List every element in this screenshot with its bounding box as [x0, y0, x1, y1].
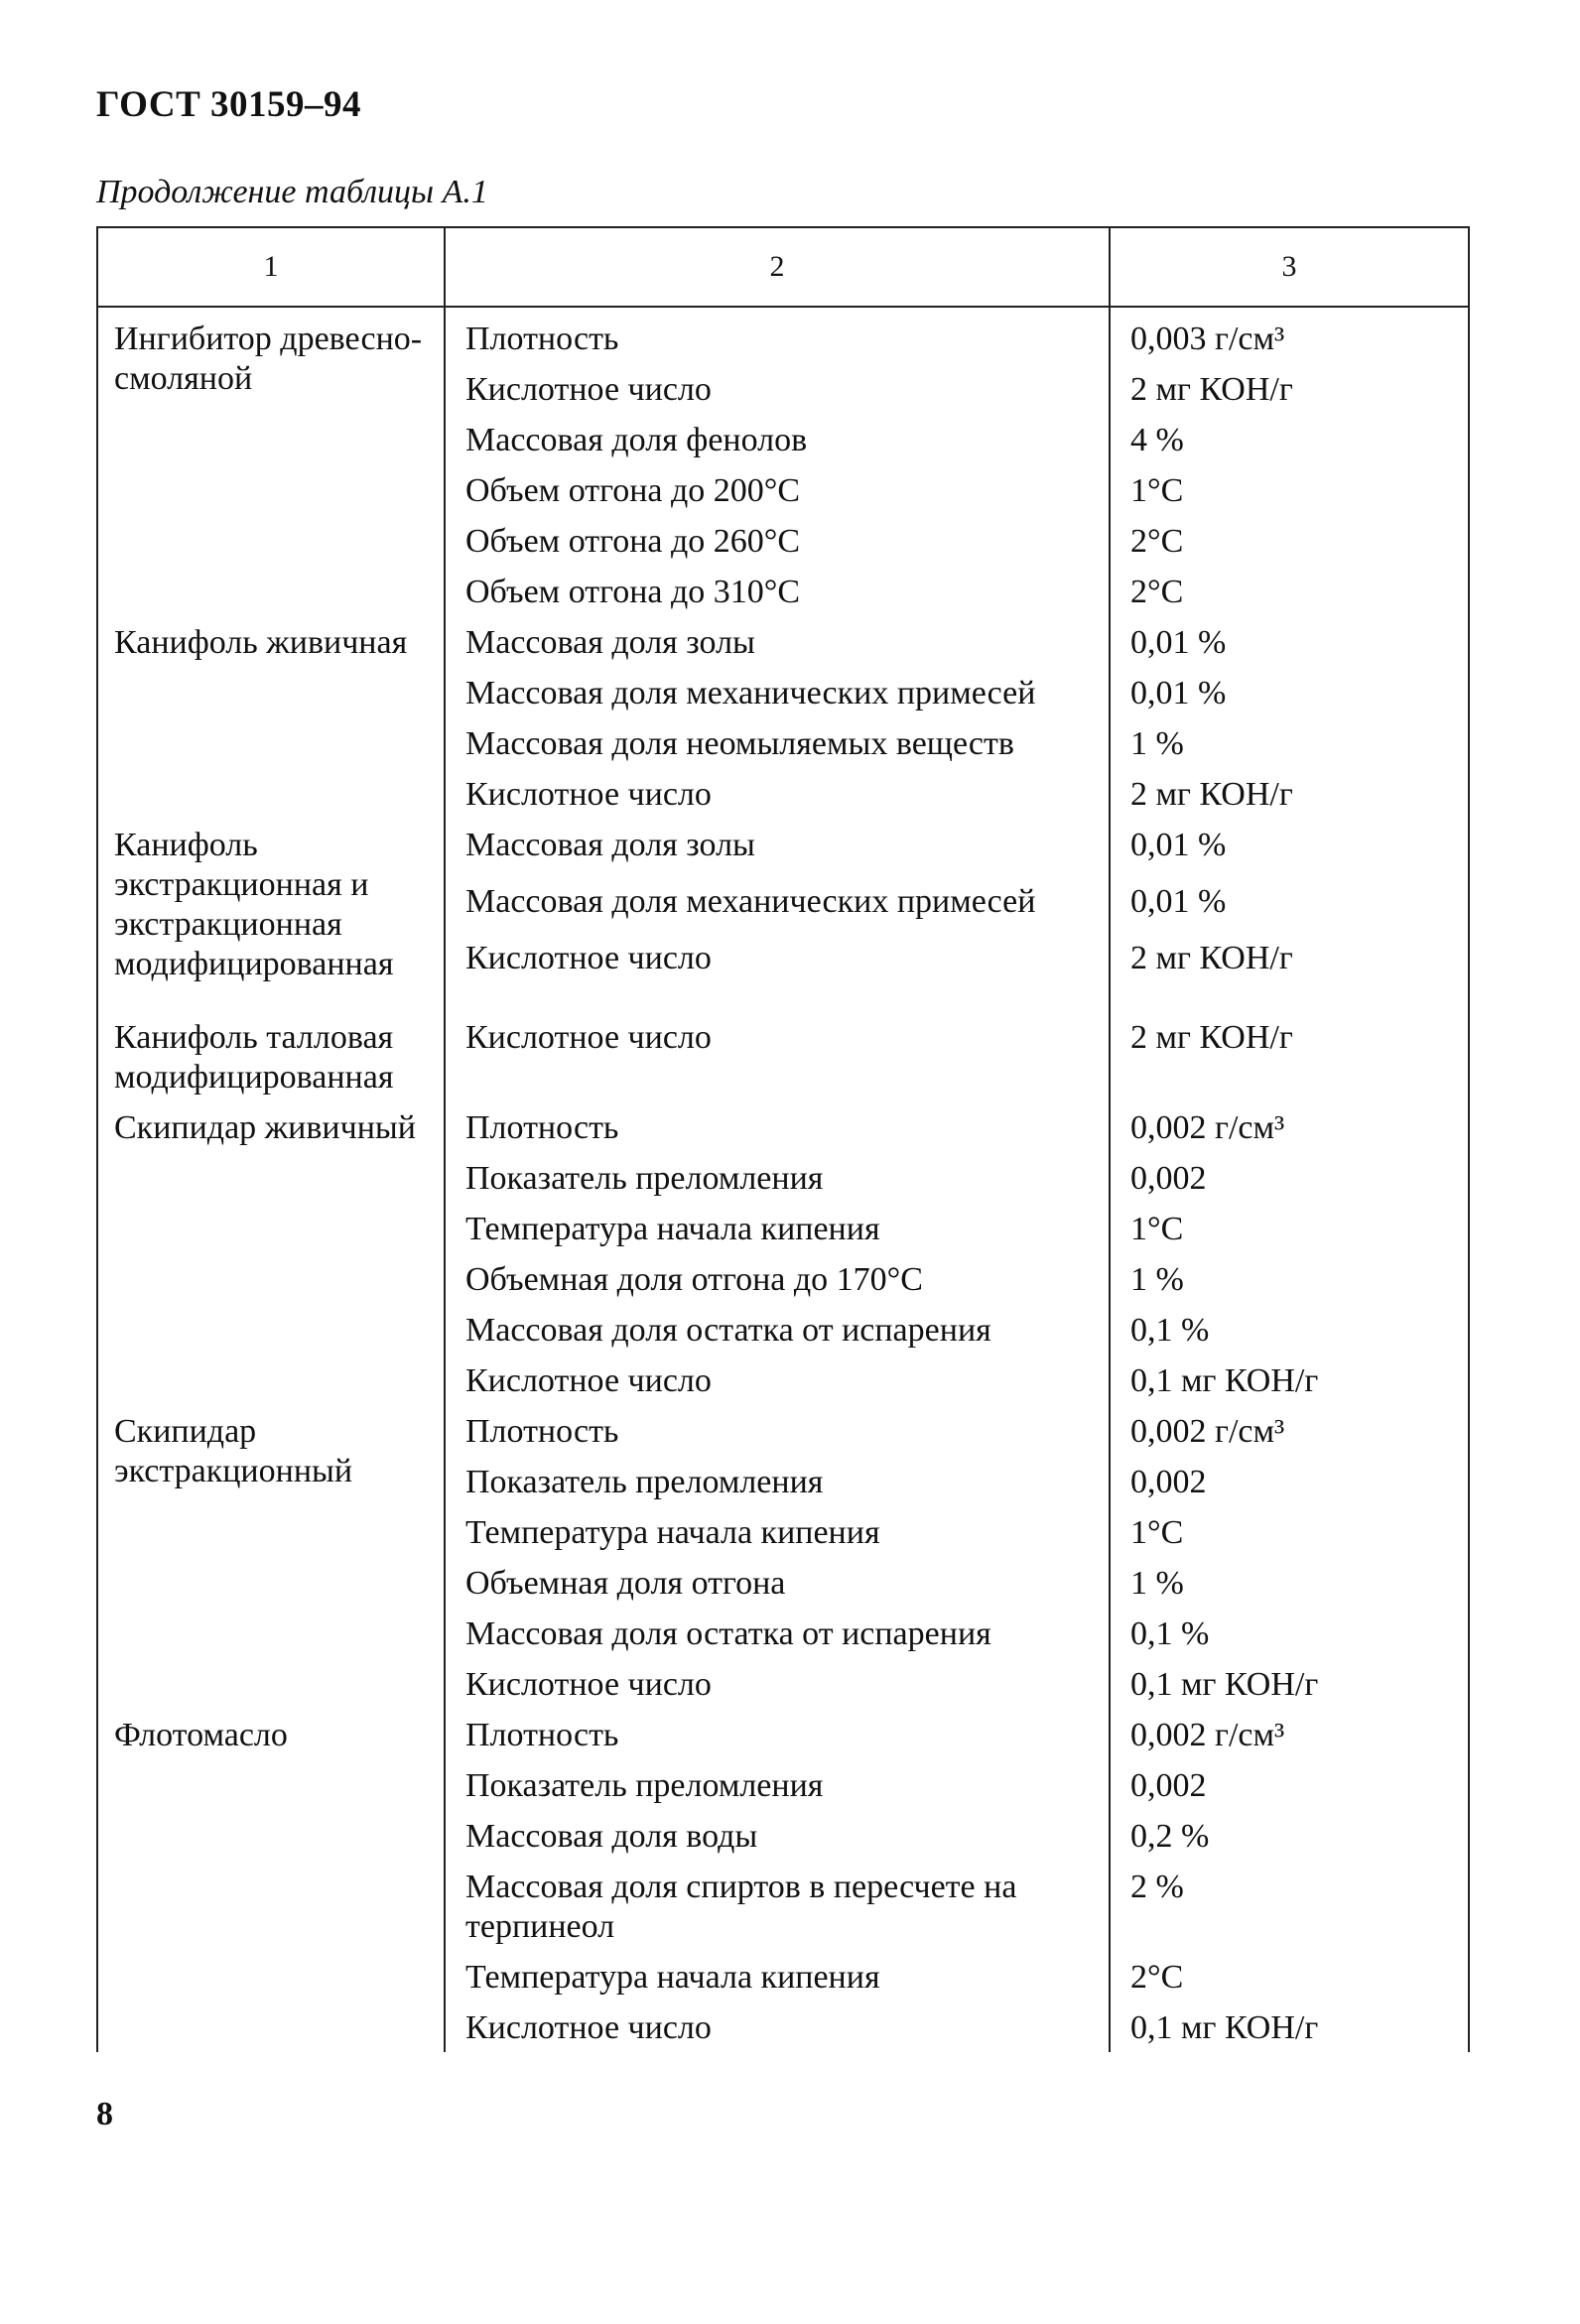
indicator-name: Объемная доля отгона	[445, 1557, 1110, 1608]
indicator-name: Кислотное число	[445, 768, 1110, 819]
error-value: 0,1 мг КОН/г	[1110, 2001, 1469, 2052]
indicator-name: Массовая доля воды	[445, 1810, 1110, 1861]
data-table-container	[96, 226, 1468, 2058]
error-value: 0,1 %	[1110, 1608, 1469, 1658]
error-value: 2°С	[1110, 1951, 1469, 2001]
error-value: 0,003 г/см³	[1110, 307, 1469, 363]
product-name: Канифоль экстракционная и экстракционная модифицированная	[97, 819, 445, 988]
header-col-3: 3	[1110, 227, 1469, 307]
error-value: 2 мг КОН/г	[1110, 932, 1469, 988]
indicator-name: Кислотное число	[445, 363, 1110, 414]
indicator-name: Показатель преломления	[445, 1456, 1110, 1506]
error-value: 0,002 г/см³	[1110, 1709, 1469, 1759]
indicator-name: Кислотное число	[445, 1658, 1110, 1709]
error-value: 0,002	[1110, 1759, 1469, 1810]
indicator-name: Объем отгона до 200°С	[445, 464, 1110, 515]
error-value: 0,002 г/см³	[1110, 1101, 1469, 1152]
indicator-name: Массовая доля неомыляемых веществ	[445, 717, 1110, 768]
product-name: Флотомасло	[97, 1709, 445, 2052]
indicator-name: Кислотное число	[445, 988, 1110, 1101]
product-name: Ингибитор древесно-смоляной	[97, 307, 445, 616]
error-value: 0,2 %	[1110, 1810, 1469, 1861]
error-value: 0,01 %	[1110, 819, 1469, 875]
header-row	[97, 227, 1469, 307]
table-row	[97, 819, 1469, 875]
error-value: 0,002	[1110, 1456, 1469, 1506]
error-value: 0,01 %	[1110, 667, 1469, 717]
table-row	[97, 1101, 1469, 1152]
product-name: Скипидар живичный	[97, 1101, 445, 1405]
error-value: 1°С	[1110, 1506, 1469, 1557]
error-value: 0,01 %	[1110, 616, 1469, 667]
error-value: 2°С	[1110, 566, 1469, 616]
error-value: 2 мг КОН/г	[1110, 768, 1469, 819]
indicator-name: Температура начала кипения	[445, 1506, 1110, 1557]
indicator-name: Кислотное число	[445, 1355, 1110, 1405]
indicator-name: Массовая доля фенолов	[445, 414, 1110, 464]
error-value: 0,1 мг КОН/г	[1110, 1658, 1469, 1709]
error-value: 2 мг КОН/г	[1110, 988, 1469, 1101]
indicator-name: Массовая доля остатка от испарения	[445, 1304, 1110, 1355]
table-row	[97, 307, 1469, 363]
error-value: 1 %	[1110, 1557, 1469, 1608]
indicator-name: Массовая доля механических примесей	[445, 667, 1110, 717]
error-value: 1 %	[1110, 1253, 1469, 1304]
error-value: 0,01 %	[1110, 875, 1469, 932]
error-value: 2 мг КОН/г	[1110, 363, 1469, 414]
table-caption: Продолжение таблицы А.1	[96, 174, 488, 210]
indicator-name: Плотность	[445, 1405, 1110, 1456]
product-name: Канифоль талловая модифицированная	[97, 988, 445, 1101]
indicator-name: Плотность	[445, 1709, 1110, 1759]
error-value: 0,002	[1110, 1152, 1469, 1203]
indicator-name: Массовая доля спиртов в пересчете на терпинеол	[445, 1861, 1110, 1951]
indicator-name: Массовая доля золы	[445, 819, 1110, 875]
indicator-name: Плотность	[445, 307, 1110, 363]
indicator-name: Показатель преломления	[445, 1152, 1110, 1203]
error-value: 1 %	[1110, 717, 1469, 768]
indicator-name: Показатель преломления	[445, 1759, 1110, 1810]
indicator-name: Объем отгона до 260°С	[445, 515, 1110, 566]
indicator-name: Температура начала кипения	[445, 1951, 1110, 2001]
indicator-name: Плотность	[445, 1101, 1110, 1152]
table-row	[97, 988, 1469, 1101]
header-col-2: 2	[445, 227, 1110, 307]
product-name: Канифоль живичная	[97, 616, 445, 819]
error-value: 1°С	[1110, 464, 1469, 515]
indicator-name: Объемная доля отгона до 170°С	[445, 1253, 1110, 1304]
product-name: Скипидар экстракционный	[97, 1405, 445, 1709]
indicator-name: Массовая доля остатка от испарения	[445, 1608, 1110, 1658]
indicator-name: Кислотное число	[445, 2001, 1110, 2052]
indicator-name: Массовая доля механических примесей	[445, 875, 1110, 932]
header-col-1: 1	[97, 227, 445, 307]
table-row	[97, 1405, 1469, 1456]
error-value: 4 %	[1110, 414, 1469, 464]
indicator-name: Температура начала кипения	[445, 1203, 1110, 1253]
error-value: 0,002 г/см³	[1110, 1405, 1469, 1456]
error-value: 2°С	[1110, 515, 1469, 566]
indicator-name: Кислотное число	[445, 932, 1110, 988]
data-table	[96, 226, 1470, 2052]
error-value: 0,1 мг КОН/г	[1110, 1355, 1469, 1405]
document-code: ГОСТ 30159–94	[96, 84, 361, 125]
table-body	[97, 307, 1469, 2052]
table-row	[97, 616, 1469, 667]
error-value: 0,1 %	[1110, 1304, 1469, 1355]
indicator-name: Массовая доля золы	[445, 616, 1110, 667]
table-row	[97, 1709, 1469, 1759]
page-number: 8	[96, 2096, 113, 2132]
error-value: 2 %	[1110, 1861, 1469, 1951]
indicator-name: Объем отгона до 310°С	[445, 566, 1110, 616]
error-value: 1°С	[1110, 1203, 1469, 1253]
